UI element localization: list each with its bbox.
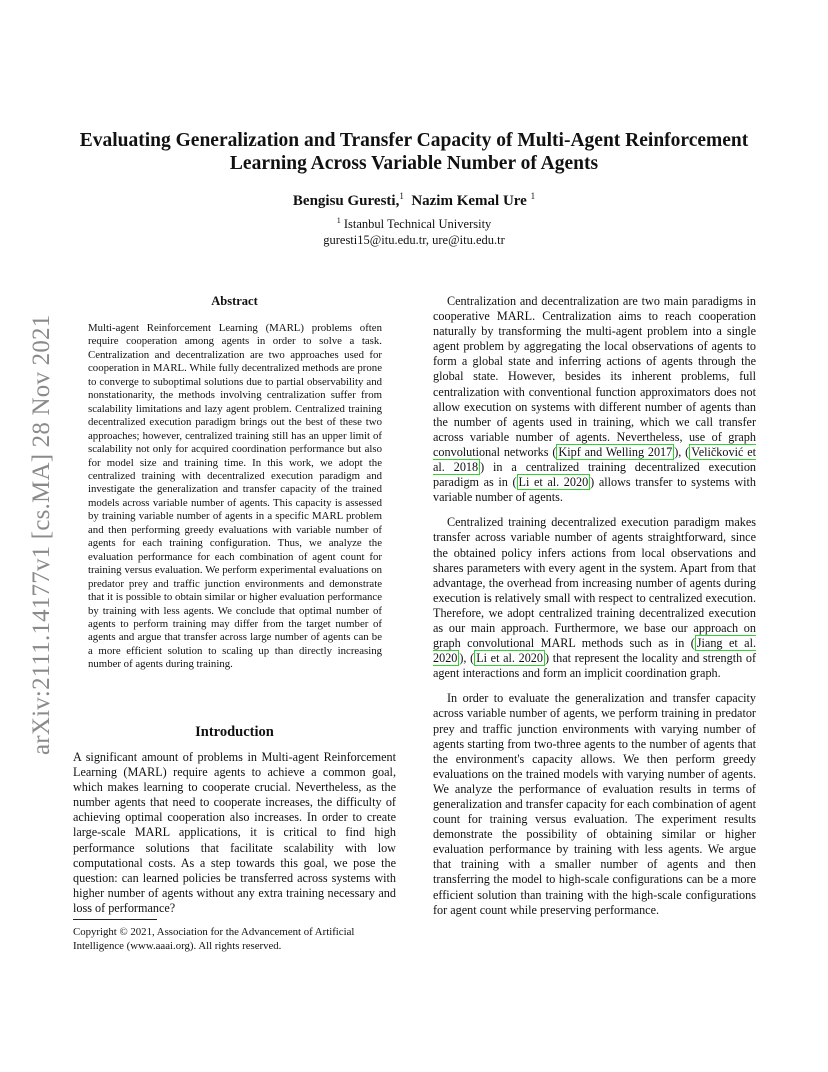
- author-2-affiliation-mark: 1: [530, 191, 536, 201]
- citation-link[interactable]: Li et al. 2020: [518, 475, 589, 490]
- arxiv-identifier-stamp: arXiv:2111.14177v1 [cs.MA] 28 Nov 2021: [28, 314, 55, 755]
- author-list: [0, 191, 828, 210]
- paragraph-ctde: [433, 515, 756, 681]
- paragraph-text: ) in a centralized training decentralized execution paradigm as in (: [433, 460, 757, 490]
- paragraph-evaluation: In order to evaluate the generalization and transfer capacity across variable number of agents, we perform training in predator prey and traffic junction environments with varying number of agents starting from two-three agents to the number of agents that the environment's capacity allows. We then perform greedy evaluations on the trained models with varying number of agents. We analyze the performance of evaluation results in terms of generalization and transfer capacity for each combination of agent count for training versus evaluation. The experiment results demonstrate the possibility of obtaining similar or higher evaluation performance by training with less agents. We argue that training with a smaller number of agents and then transferring the model to high-scale configurations can be a more efficient solution than training with the high-scale configurations for agent count while preserving performance.: [433, 691, 756, 917]
- paragraph-text: ) that represent the locality and strength of agent interactions and form an implicit coordination graph.: [433, 651, 757, 681]
- paragraph-text: Centralized training decentralized execution paradigm makes transfer across variable number of agents straightforward, since the obtained policy infers actions from local observations and shares parameters with every agent in the system. Apart from that advantage, the overhead from increasing number of agents during execution is relatively small with respect to centralized execution. Therefore, we adopt centralized training decentralized execution as our main approach. Furthermore, we base our approach on graph convolutional MARL methods such as in (: [433, 515, 756, 651]
- author-emails: guresti15@itu.edu.tr, ure@itu.edu.tr: [323, 233, 505, 248]
- citation-link[interactable]: Kipf and Welling 2017: [558, 444, 673, 459]
- title-line-2: Learning Across Variable Number of Agents: [229, 153, 599, 174]
- paragraph-text: ), (: [459, 651, 475, 666]
- author-1-name: Bengisu Guresti,: [292, 193, 400, 209]
- introduction-paragraph: A significant amount of problems in Multi-agent Reinforcement Learning (MARL) require agents to achieve a common goal, which makes learning to cooperate crucial. Nevertheless, as the number agents that need to cooperate increases, the difficulty of achieving optimal cooperation also increases. In order to create large-scale MARL applications, it is critical to find high performance solutions that facilitate scalability with low computational costs. As a step towards this goal, we pose the question: can learned policies be transferred across systems with higher number of agents without any extra training necessary and loss of performance?: [73, 750, 396, 915]
- paper-title: [70, 129, 758, 175]
- right-column: [433, 294, 756, 928]
- institution-name: Istanbul Technical University: [343, 217, 492, 232]
- citation-link[interactable]: Jiang et al. 2020: [433, 636, 756, 666]
- paragraph-text: ) allows transfer to systems with variable number of agents.: [433, 475, 757, 505]
- introduction-body: [73, 750, 396, 916]
- abstract-heading: Abstract: [211, 294, 258, 308]
- abstract-body: Multi-agent Reinforcement Learning (MARL) problems often require cooperation among agents in order to solve a task. Centralization and decentralization are two approaches used for cooperation in MARL. While fully decentralized methods are prone to converge to suboptimal solutions due to partial observability and nonstationarity, the methods involving centralization suffer from scalability limitations and lazy agent problem. Centralized training decentralized execution paradigm brings out the best of these two approaches; however, centralized training still has an upper limit of scalability not only for acquired coordination performance but also for model size and training time. In this work, we adopt the centralized training with decentralized execution paradigm and investigate the generalization and transfer capacity of the trained models across variable number of agents. This capacity is assessed by training variable number of agents in a specific MARL problem and then performing greedy evaluations with variable number of agents for each training configuration. Thus, we analyze the evaluation performance for each combination of agent count for training versus evaluation. We perform experimental evaluations on predator prey and traffic junction environments and demonstrate that it is possible to obtain similar or higher evaluation performance by training with less agents. We conclude that optimal number of agents to perform training may differ from the target number of agents and argue that transfer across large number of agents can be a more efficient solution to scaling up than directly increasing number of agents during training.: [88, 322, 382, 671]
- author-2-name: Nazim Kemal Ure: [411, 193, 527, 209]
- paragraph-text: ), (: [674, 444, 690, 459]
- footnote-rule: [73, 919, 157, 920]
- paragraph-centralization: [433, 294, 756, 505]
- paragraph-text: Centralization and decentralization are two main paradigms in cooperative MARL. Centralization aims to reach cooperation naturally by transforming the multi-agent problem into a single agent problem by aggregating the local observations of agents to form a global state and inferring actions of agents through the global state. However, besides its inherent problems, full centralization with conventional function approximators does not allow execution on systems with different number of agents than the number of agents used in training, which we call transfer across variable number of agents. Nevertheless, use of graph convolutional networks (: [433, 294, 756, 459]
- title-line-1: Evaluating Generalization and Transfer Capacity of Multi-Agent Reinforcement: [79, 130, 749, 151]
- citation-link[interactable]: Veličković et al. 2018: [433, 444, 756, 475]
- introduction-heading: Introduction: [195, 724, 274, 740]
- affiliation-block: [0, 213, 828, 248]
- affiliation-mark: 1: [336, 216, 341, 225]
- author-1-affiliation-mark: 1: [399, 191, 404, 201]
- copyright-notice: Copyright © 2021, Association for the Advancement of Artificial Intelligence (www.aaai.org). All rights reserved.: [73, 926, 355, 952]
- citation-link[interactable]: Li et al. 2020: [476, 651, 543, 666]
